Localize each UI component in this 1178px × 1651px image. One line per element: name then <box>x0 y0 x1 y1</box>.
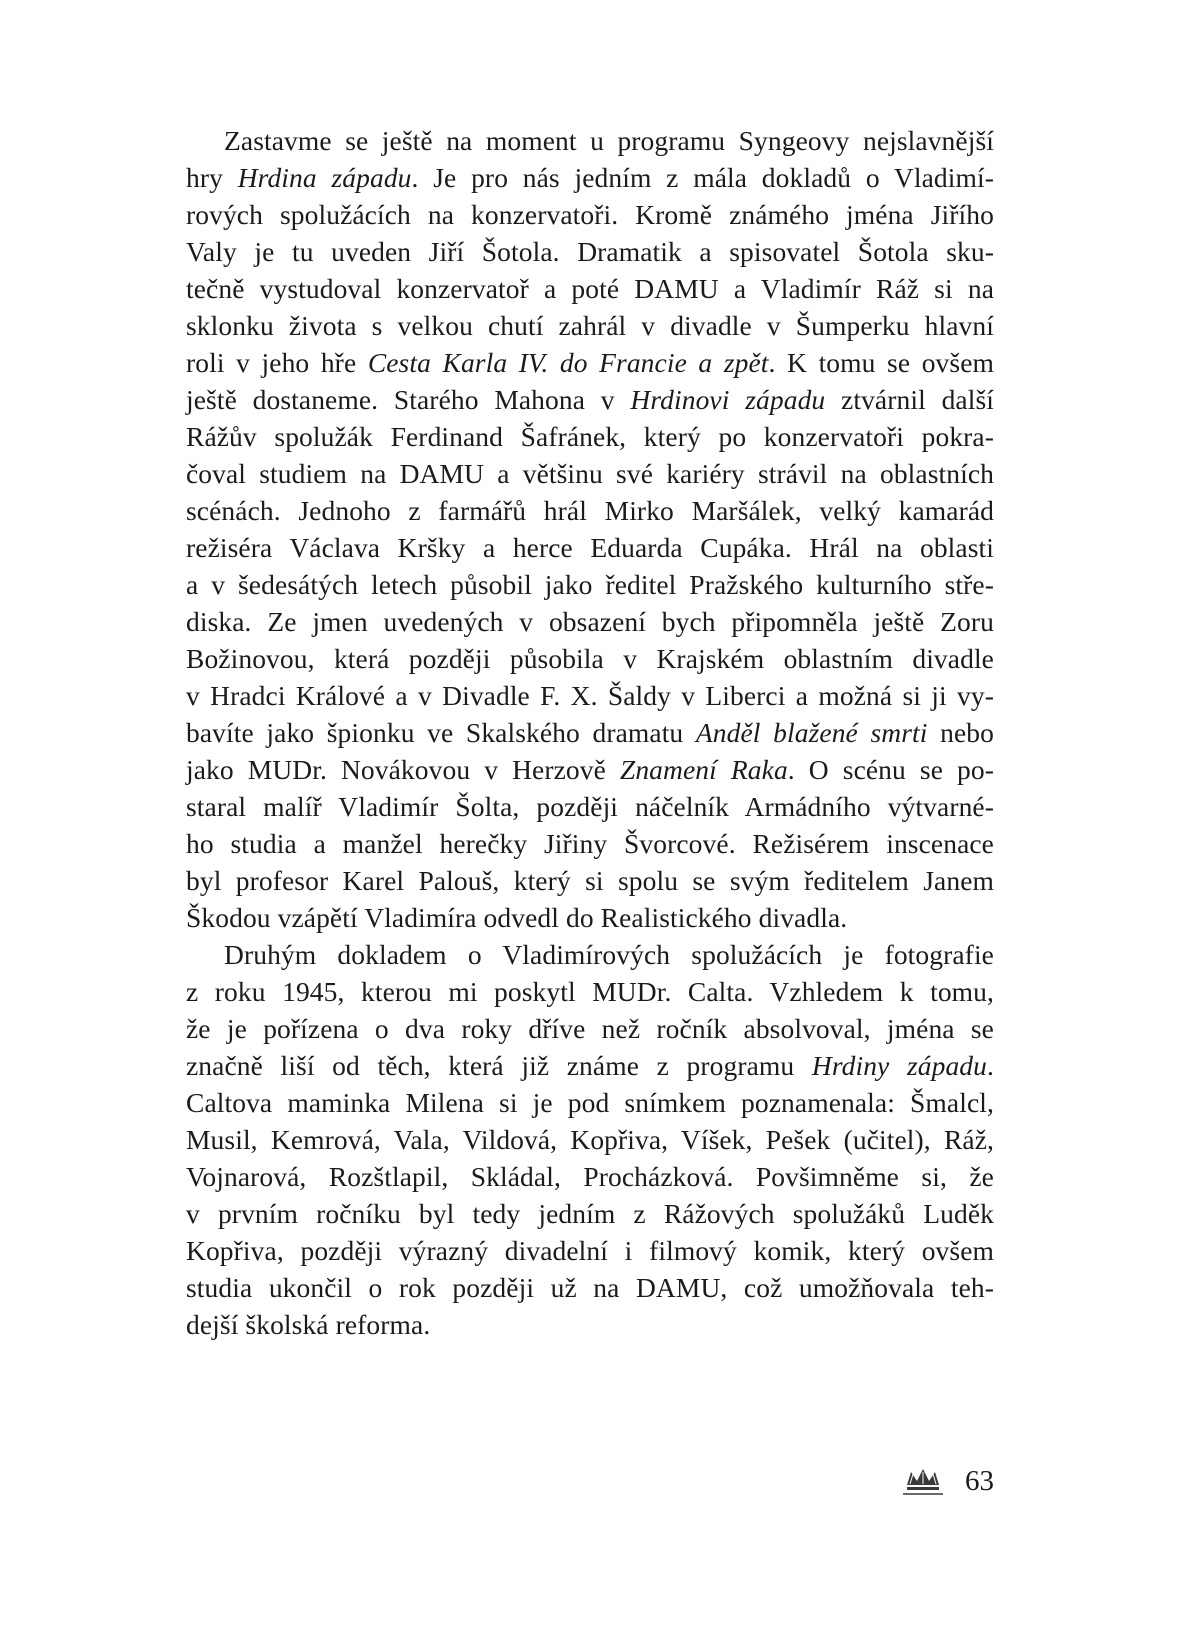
text-segment: Musil, Kemrová, Vala, Vildová, Kopřiva, Víšek, Pešek (učitel), Ráž, <box>186 1124 994 1155</box>
text-line <box>186 1047 994 1084</box>
text-line <box>186 270 994 307</box>
text-segment: sklonku života s velkou chutí zahrál v divadle v Šumperku hlavní <box>186 310 994 341</box>
text-segment: nebo <box>927 717 994 748</box>
text-segment: Zastavme se ještě na moment u programu Syngeovy nejslavnější <box>224 125 994 156</box>
text-line <box>186 603 994 640</box>
text-line <box>186 196 994 233</box>
text-segment: studia ukončil o rok později už na DAMU, což umožňovala teh- <box>186 1272 994 1303</box>
text-line <box>186 825 994 862</box>
text-line <box>186 640 994 677</box>
text-segment: ještě dostaneme. Starého Mahona v <box>186 384 631 415</box>
text-line <box>186 1010 994 1047</box>
text-line <box>186 529 994 566</box>
text-segment: čoval studiem na DAMU a většinu své kariéry strávil na oblastních <box>186 458 994 489</box>
page-number: 63 <box>965 1465 994 1497</box>
text-line <box>186 936 994 973</box>
text-segment: v Hradci Králové a v Divadle F. X. Šaldy v Liberci a možná si ji vy- <box>186 680 994 711</box>
text-segment: že je pořízena o dva roky dříve než ročník absolvoval, jména se <box>186 1013 994 1044</box>
text-segment: hry <box>186 162 238 193</box>
text-line <box>186 1306 994 1343</box>
text-segment: Caltova maminka Milena si je pod snímkem poznamenala: Šmalcl, <box>186 1087 994 1118</box>
text-segment: ztvárnil další <box>825 384 995 415</box>
text-segment: diska. Ze jmen uvedených v obsazení bych připomněla ještě Zoru <box>186 606 994 637</box>
text-line <box>186 566 994 603</box>
text-line <box>186 1195 994 1232</box>
text-line <box>186 1232 994 1269</box>
text-line <box>186 455 994 492</box>
text-line <box>186 159 994 196</box>
paragraph <box>186 936 994 1343</box>
text-segment: ho studia a manžel herečky Jiřiny Švorcové. Režisérem inscenace <box>186 828 994 859</box>
text-line <box>186 751 994 788</box>
text-segment: . <box>987 1050 994 1081</box>
italic-text-segment: Hrdiny západu <box>811 1050 988 1081</box>
text-line <box>186 1084 994 1121</box>
text-line <box>186 899 994 936</box>
text-segment: rových spolužácích na konzervatoři. Kromě známého jména Jiřího <box>186 199 994 230</box>
italic-text-segment: Cesta Karla IV. do Francie a zpět <box>367 347 769 378</box>
text-line <box>186 677 994 714</box>
text-segment: . K tomu se ovšem <box>768 347 995 378</box>
text-line <box>186 1269 994 1306</box>
text-segment: a v šedesátých letech působil jako ředitel Pražského kulturního stře- <box>186 569 994 600</box>
text-segment: staral malíř Vladimír Šolta, později náčelník Armádního výtvarné- <box>186 791 994 822</box>
paragraph <box>186 122 994 936</box>
text-segment: dejší školská reforma. <box>186 1309 431 1340</box>
text-line <box>186 788 994 825</box>
text-segment: Vojnarová, Rozštlapil, Skládal, Procházková. Povšimněme si, že <box>186 1161 994 1192</box>
text-line <box>186 122 994 159</box>
text-segment: scénách. Jednoho z farmářů hrál Mirko Maršálek, velký kamarád <box>186 495 994 526</box>
text-segment: byl profesor Karel Palouš, který si spolu se svým ředitelem Janem <box>186 865 994 896</box>
text-line <box>186 1158 994 1195</box>
page-footer <box>901 1464 994 1498</box>
text-segment: tečně vystudoval konzervatoř a poté DAMU a Vladimír Ráž si na <box>186 273 994 304</box>
italic-text-segment: Anděl blažené smrti <box>695 717 928 748</box>
text-segment: Rážův spolužák Ferdinand Šafránek, který po konzervatoři pokra- <box>186 421 994 452</box>
italic-text-segment: Hrdina západu <box>237 162 412 193</box>
text-segment: z roku 1945, kterou mi poskytl MUDr. Calta. Vzhledem k tomu, <box>186 976 994 1007</box>
text-segment: značně liší od těch, která již známe z programu <box>186 1050 812 1081</box>
text-line <box>186 233 994 270</box>
text-segment: režiséra Václava Kršky a herce Eduarda Cupáka. Hrál na oblasti <box>186 532 994 563</box>
text-segment: v prvním ročníku byl tedy jedním z Rážových spolužáků Luděk <box>186 1198 994 1229</box>
text-segment: . O scénu se po- <box>787 754 994 785</box>
italic-text-segment: Hrdinovi západu <box>630 384 826 415</box>
text-segment: bavíte jako špionku ve Skalského dramatu <box>186 717 696 748</box>
text-line <box>186 381 994 418</box>
text-segment: Božinovou, která později působila v Krajském oblastním divadle <box>186 643 994 674</box>
text-segment: roli v jeho hře <box>186 347 368 378</box>
text-segment: Valy je tu uveden Jiří Šotola. Dramatik a spisovatel Šotola sku- <box>186 236 994 267</box>
text-line <box>186 344 994 381</box>
text-line <box>186 714 994 751</box>
text-line <box>186 862 994 899</box>
text-line <box>186 418 994 455</box>
text-segment: Druhým dokladem o Vladimírových spolužácích je fotografie <box>224 939 994 970</box>
text-line <box>186 1121 994 1158</box>
text-line <box>186 307 994 344</box>
text-segment: . Je pro nás jedním z mála dokladů o Vladimí- <box>411 162 995 193</box>
text-line <box>186 973 994 1010</box>
text-segment: jako MUDr. Novákovou v Herzově <box>186 754 620 785</box>
italic-text-segment: Znamení Raka <box>619 754 788 785</box>
text-line <box>186 492 994 529</box>
text-segment: Kopřiva, později výrazný divadelní i filmový komik, který ovšem <box>186 1235 994 1266</box>
body-text <box>186 122 994 1343</box>
crown-icon <box>901 1466 945 1498</box>
text-segment: Škodou vzápětí Vladimíra odvedl do Realistického divadla. <box>186 902 848 933</box>
